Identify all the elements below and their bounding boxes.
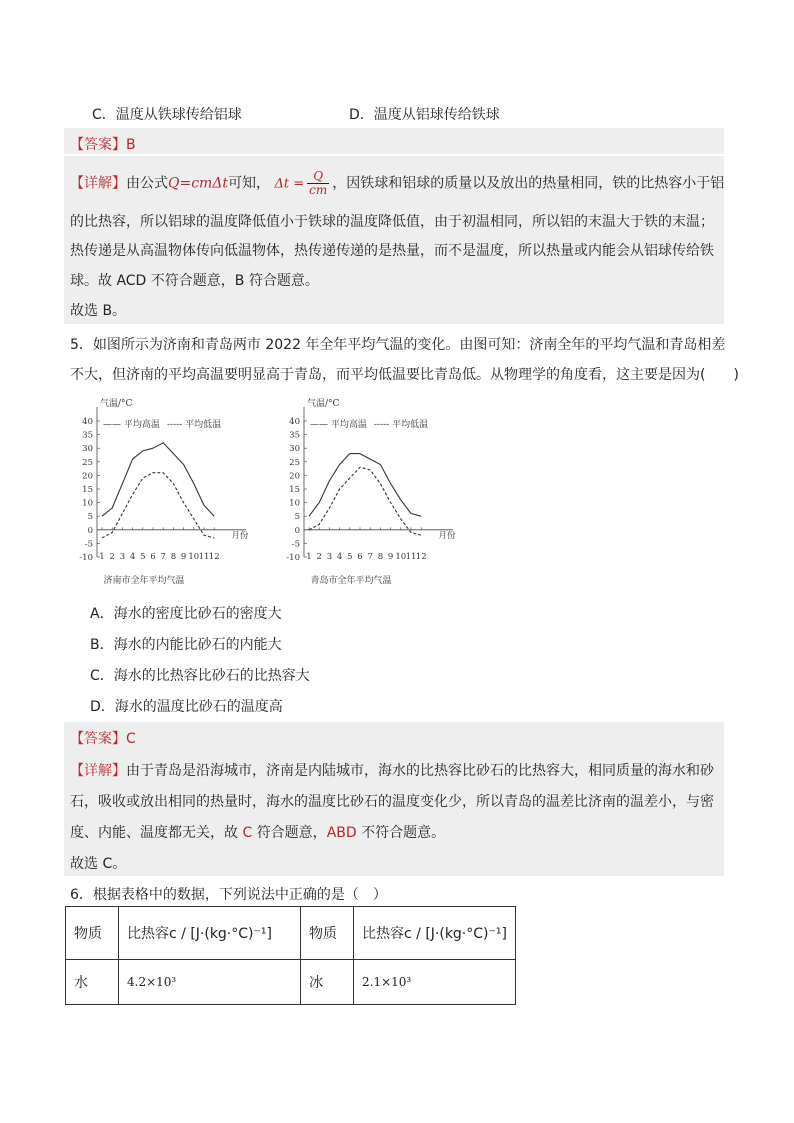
answer-value: B [126, 137, 136, 153]
q4-conclusion: 故选 B。 [70, 303, 127, 319]
x-tick-label: 7 [160, 552, 166, 562]
y-tick-label: 25 [82, 457, 93, 468]
detail-label: 【详解】 [70, 763, 126, 779]
table-header-row [66, 907, 516, 960]
y-tick-label: 25 [289, 457, 300, 468]
q4-option-d: D．温度从铝球传给铁球 [349, 107, 500, 123]
table-header-cell: 物质 [301, 907, 354, 960]
x-tick-label: 11 [405, 552, 417, 562]
y-tick-label: -10 [79, 553, 93, 563]
x-tick-label: 12 [415, 552, 427, 562]
legend-entry: ----- 平均低温 [167, 420, 222, 430]
x-axis-label: 月份 [231, 531, 249, 542]
table-cell: 4.2×10³ [119, 960, 301, 1005]
x-tick-label: 2 [316, 552, 322, 562]
series-avg-high-line [102, 443, 214, 516]
x-tick-label: 7 [367, 552, 373, 562]
chart-jinan-svg [70, 393, 270, 589]
answer-label: 【答案】 [70, 731, 126, 747]
x-tick-label: 1 [306, 552, 312, 562]
q4-detail-line-1: 【详解】由公式Q=cmΔt可知， Δt = $\frac{Q}{cm}$ ，因铁球和铝球的质量以及放出的热量相同，铁的比热容小于铝 [70, 169, 725, 197]
y-tick-label: 30 [289, 444, 300, 455]
q4-answer [70, 134, 136, 154]
formula-dt: Δt = [274, 176, 305, 192]
x-tick-label: 6 [150, 552, 156, 562]
chart-qingdao [277, 393, 477, 589]
y-tick-label: 15 [289, 485, 300, 495]
y-tick-label: 0 [87, 525, 93, 536]
series-avg-low-line [309, 467, 421, 535]
q5-detail-line-3: 度、内能、温度都无关，故 C 符合题意，ABD 不符合题意。 [70, 825, 446, 841]
y-tick-label: 40 [289, 417, 300, 427]
q4-detail-line-4: 球。故 ACD 不符合题意，B 符合题意。 [70, 273, 319, 289]
y-tick-label: 40 [82, 417, 93, 427]
q5-option-d: D．海水的温度比砂石的温度高 [90, 699, 283, 715]
chart-qingdao-svg [277, 393, 477, 589]
fraction-q-over-cm: $\frac{Q}{cm}$ [309, 169, 328, 197]
x-tick-label: 9 [180, 552, 187, 562]
q5-stem-line-2: 不大，但济南的平均高温要明显高于青岛，而平均低温要比青岛低。从物理学的角度看，这主要是因为( ) [70, 367, 739, 383]
q5-stem-line-1: 5．如图所示为济南和青岛两市 2022 年全年平均气温的变化。由图可知：济南全年的平均气温和青岛相差 [70, 337, 726, 353]
x-axis-label: 月份 [438, 531, 456, 542]
y-tick-label: 35 [82, 430, 93, 441]
table-cell: 冰 [301, 960, 354, 1005]
table-header-cell: 比热容c / [J·(kg·°C)⁻¹] [119, 907, 301, 960]
x-tick-label: 1 [99, 552, 105, 562]
y-axis-label: 气温/°C [307, 399, 340, 409]
q4-answer-block [64, 128, 724, 154]
answer-label: 【答案】 [70, 137, 126, 153]
table-row [66, 960, 516, 1005]
x-tick-label: 4 [336, 552, 343, 562]
q5-option-b: B．海水的内能比砂石的内能大 [90, 637, 282, 653]
x-tick-label: 5 [140, 552, 146, 562]
q5-detail-line-1: 【详解】由于青岛是沿海城市，济南是内陆城市，海水的比热容比砂石的比热容大，相同质量的海水和砂 [70, 763, 714, 779]
y-tick-label: -10 [286, 553, 300, 563]
answer-value: C [126, 731, 136, 747]
x-tick-label: 2 [109, 552, 115, 562]
detail-label: 【详解】 [70, 175, 126, 192]
x-tick-label: 8 [170, 552, 177, 562]
q4-detail-line-2: 的比热容，所以铝球的温度降低值小于铁球的温度降低值，由于初温相同，所以铝的末温大于铁的末温； [70, 214, 714, 230]
x-tick-label: 12 [208, 552, 220, 562]
x-tick-label: 6 [357, 552, 363, 562]
chart-title: 济南市全年平均气温 [103, 576, 185, 586]
x-tick-label: 5 [347, 552, 353, 562]
y-tick-label: 20 [82, 471, 93, 482]
q5-option-c: C．海水的比热容比砂石的比热容大 [90, 668, 310, 684]
formula-q-cmdt: Q=cmΔt [168, 175, 229, 192]
q5-option-a: A．海水的密度比砂石的密度大 [90, 606, 282, 622]
x-tick-label: 3 [326, 552, 333, 562]
y-tick-label: 15 [82, 485, 93, 495]
table-cell: 2.1×10³ [354, 960, 516, 1005]
x-tick-label: 10 [188, 552, 200, 562]
legend-entry: —— 平均高温 [310, 420, 367, 430]
legend-entry: ----- 平均低温 [374, 420, 429, 430]
table-cell: 水 [66, 960, 119, 1005]
x-tick-label: 4 [129, 552, 136, 562]
y-tick-label: 0 [294, 525, 300, 536]
y-tick-label: 10 [289, 498, 300, 509]
y-tick-label: -5 [291, 539, 300, 550]
q5-answer [70, 728, 136, 748]
y-axis-label: 气温/°C [100, 399, 133, 409]
y-tick-label: 5 [294, 512, 300, 523]
x-tick-label: 11 [198, 552, 210, 562]
q4-detail-line-3: 热传递是从高温物体传向低温物体，热传递传递的是热量，而不是温度，所以热量或内能会从铝球传给铁 [70, 243, 714, 259]
q6-stem: 6．根据表格中的数据，下列说法中正确的是（ ） [70, 887, 387, 903]
table-header-cell: 物质 [66, 907, 119, 960]
series-avg-low-line [102, 473, 214, 538]
y-tick-label: 5 [87, 512, 93, 523]
series-avg-high-line [309, 454, 421, 517]
chart-title: 青岛市全年平均气温 [310, 576, 392, 586]
y-tick-label: 20 [289, 471, 300, 482]
q5-detail-line-2: 石，吸收或放出相同的热量时，海水的温度比砂石的温度变化少，所以青岛的温差比济南的温差小，与密 [70, 794, 714, 810]
y-tick-label: 35 [289, 430, 300, 441]
chart-jinan [70, 393, 270, 589]
q5-conclusion: 故选 C。 [70, 856, 127, 872]
y-tick-label: 10 [82, 498, 93, 509]
table-header-cell: 比热容c / [J·(kg·°C)⁻¹] [354, 907, 516, 960]
x-tick-label: 10 [395, 552, 407, 562]
q4-option-c: C．温度从铁球传给铝球 [92, 107, 242, 123]
y-tick-label: -5 [84, 539, 93, 550]
specific-heat-table [65, 906, 516, 1005]
x-tick-label: 8 [377, 552, 384, 562]
legend-entry: —— 平均高温 [103, 420, 160, 430]
y-tick-label: 30 [82, 444, 93, 455]
x-tick-label: 3 [119, 552, 126, 562]
x-tick-label: 9 [387, 552, 394, 562]
